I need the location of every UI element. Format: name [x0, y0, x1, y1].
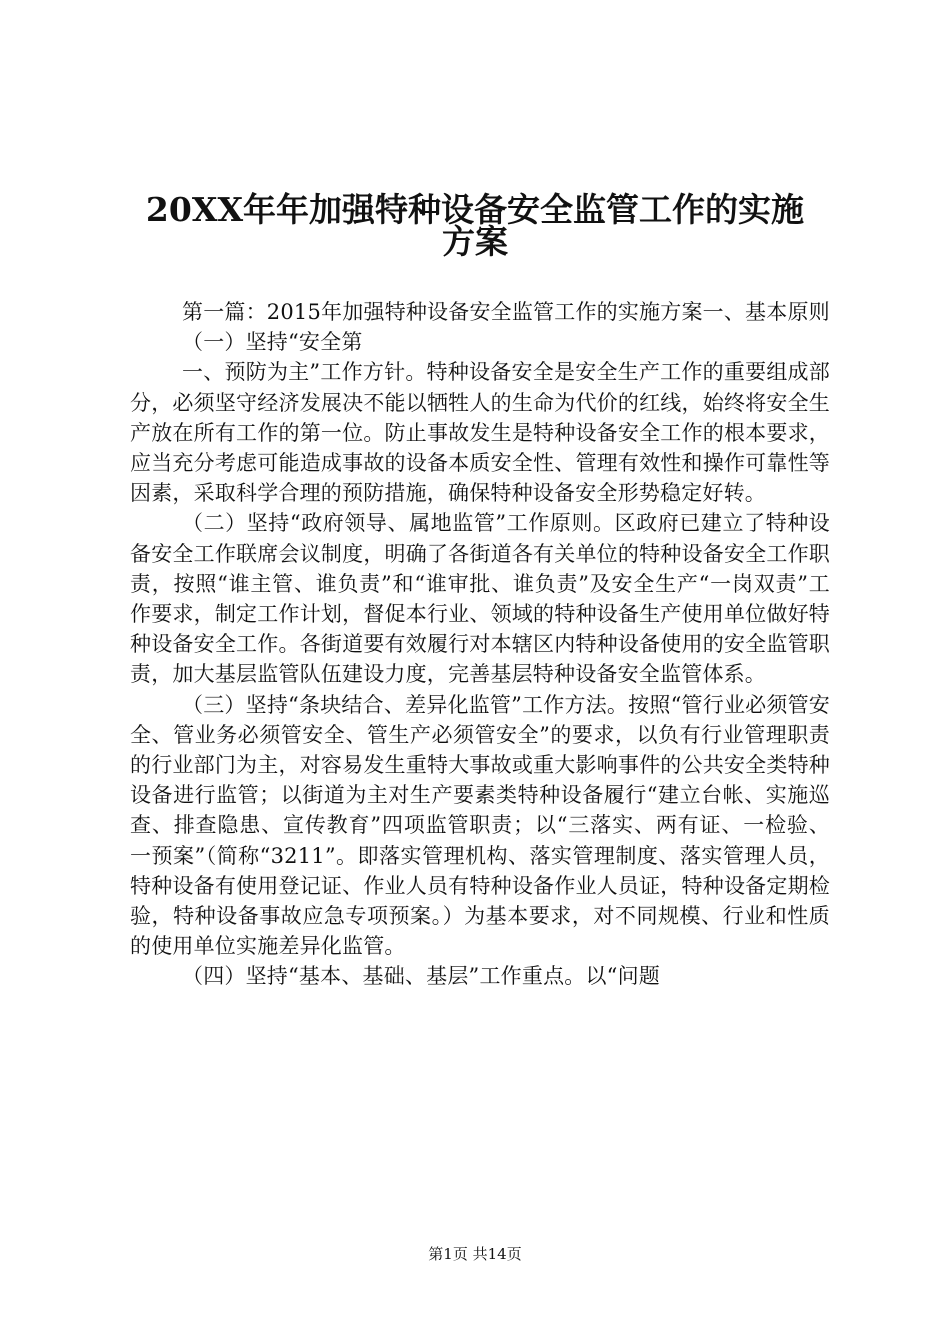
document-body [130, 297, 830, 992]
paragraph-principle-2: （二）坚持“政府领导、属地监管”工作原则。区政府已建立了特种设备安全工作联席会议制度，明确了各街道各有关单位的特种设备安全工作职责，按照“谁主管、谁负责”和“谁审批、谁负责”及安全生产“一岗双责”工作要求，制定工作计划，督促本行业、领域的特种设备生产使用单位做好特种设备安全工作。各街道要有效履行对本辖区内特种设备使用的安全监管职责，加大基层监管队伍建设力度，完善基层特种设备安全监管体系。 [130, 511, 830, 687]
document-title-line-2: 方案 [442, 222, 508, 261]
paragraph-principle-3: （三）坚持“条块结合、差异化监管”工作方法。按照“管行业必须管安全、管业务必须管安全、管生产必须管安全”的要求，以负有行业管理职责的行业部门为主，对容易发生重特大事故或重大影响事件的公共安全类特种设备进行监管；以街道为主对生产要素类特种设备履行“建立台帐、实施巡查、排查隐患、宣传教育”四项监管职责；以“三落实、两有证、一检验、一预案”（简称“3211”。即落实管理机构、落实管理制度、落实管理人员，特种设备有使用登记证、作业人员有特种设备作业人员证，特种设备定期检验，特种设备事故应急专项预案。）为基本要求，对不同规模、行业和性质的使用单位实施差异化监管。 [130, 692, 830, 959]
page-footer: 第1页 共14页 [428, 1245, 522, 1263]
paragraph-principle-1: 一、预防为主”工作方针。特种设备安全是安全生产工作的重要组成部分，必须坚守经济发展决不能以牺牲人的生命为代价的红线，始终将安全生产放在所有工作的第一位。防止事故发生是特种设备安全工作的根本要求，应当充分考虑可能造成事故的设备本质安全性、管理有效性和操作可靠性等因素，采取科学合理的预防措施，确保特种设备安全形势稳定好转。 [130, 360, 830, 506]
paragraph-principle-1-heading: （一）坚持“安全第 [182, 330, 363, 355]
document-title-line-1: 20XX年年加强特种设备安全监管工作的实施 [145, 190, 805, 229]
paragraph-principle-4: （四）坚持“基本、基础、基层”工作重点。以“问题 [182, 964, 661, 989]
paragraph-intro: 第一篇：2015年加强特种设备安全监管工作的实施方案一、基本原则 [182, 300, 830, 324]
